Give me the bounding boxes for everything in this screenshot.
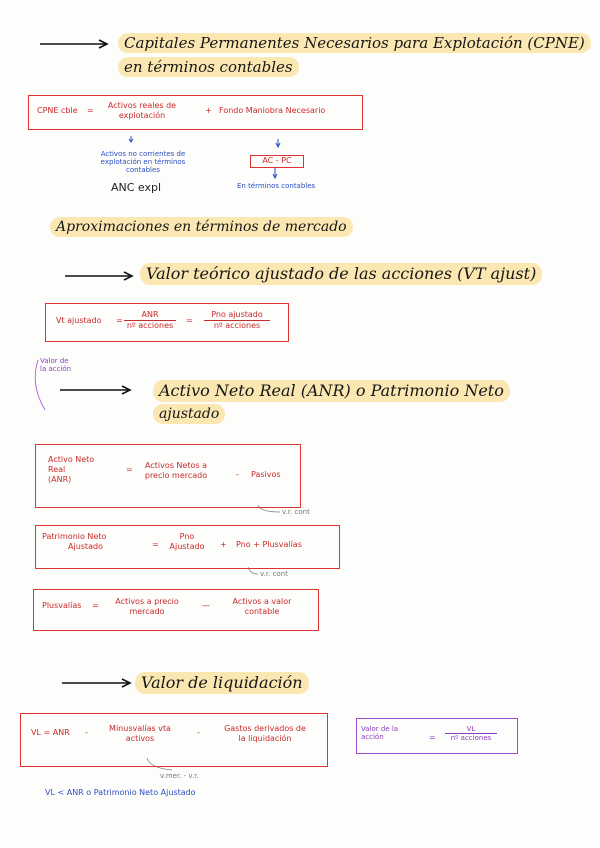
anr-box2-lhs-line2: Ajustado	[68, 542, 103, 551]
liq-term1-line1: Minusvalías vta	[109, 724, 171, 733]
anr-box1-term1-line1: Activos Netos a	[145, 461, 207, 470]
anr-box3-minus: —	[202, 601, 210, 610]
cpne-lhs: CPNE cble	[37, 106, 78, 115]
vt-side-note-line2: la acción	[40, 365, 72, 373]
anr-box2-term1-line2: Ajustado	[169, 542, 205, 551]
liq-footer: VL < ANR o Patrimonio Neto Ajustado	[45, 788, 196, 797]
liq-pbox-fraction	[445, 725, 497, 742]
vt-eq2: =	[186, 316, 193, 325]
anr-box3-term2-line1: Activos a valor	[232, 597, 292, 606]
cpne-note1	[88, 150, 198, 174]
anr-title-line1: Activo Neto Real (ANR) o Patrimonio Neto	[153, 380, 510, 402]
anr-box2-plus: +	[220, 540, 227, 549]
vt-den2: nº acciones	[213, 321, 261, 330]
liq-pbox-lhs-line1: Valor de la	[361, 725, 399, 733]
anr-box1-term1	[136, 461, 216, 481]
cpne-plus: +	[205, 106, 212, 115]
liq-formula-box	[20, 713, 328, 767]
anr-box2-note: v.r. cont	[260, 570, 288, 578]
liq-term2-line2: la liquidación	[238, 734, 292, 743]
anr-title-line2: ajustado	[153, 404, 225, 424]
cpne-formula-box	[28, 95, 363, 130]
liq-term1	[91, 724, 189, 744]
cpne-title-line1: Capitales Permanentes Necesarios para Explotación (CPNE)	[118, 33, 591, 53]
liq-lhs: VL = ANR	[31, 728, 70, 737]
vt-fraction1	[124, 310, 176, 331]
liq-term2	[211, 724, 319, 744]
cpne-note2: En términos contables	[237, 182, 316, 190]
aprox-title: Aproximaciones en términos de mercado	[50, 217, 353, 237]
anr-box1-note: v.r. cont	[282, 508, 310, 516]
anr-box3-term1	[102, 597, 192, 617]
anr-box1-lhs	[48, 455, 94, 485]
vt-lhs: Vt ajustado	[56, 316, 102, 325]
anr-box1-term1-line2: precio mercado	[144, 471, 208, 480]
anr-box1-minus: -	[236, 470, 239, 479]
vt-side-note	[40, 357, 71, 373]
anr-box3-lhs: Plusvalías	[42, 601, 82, 610]
cpne-eq: =	[87, 106, 94, 115]
anr-box3-eq: =	[92, 601, 99, 610]
liq-minus2: -	[197, 728, 200, 737]
anr-box1-eq: =	[126, 465, 133, 474]
vt-num1: ANR	[124, 310, 176, 321]
vt-den1: nº acciones	[126, 321, 174, 330]
liq-pbox-num: VL	[445, 725, 497, 734]
vt-num2: Pno ajustado	[204, 310, 270, 321]
anr-box2-lhs	[42, 532, 106, 552]
vt-eq1: =	[116, 316, 123, 325]
liq-term1-line2: activos	[125, 734, 155, 743]
liq-pbox-eq: =	[429, 733, 436, 742]
liq-term2-line1: Gastos derivados de	[224, 724, 306, 733]
cpne-title-line2: en términos contables	[118, 57, 299, 77]
anr-box1	[35, 444, 301, 508]
liq-minus1: -	[85, 728, 88, 737]
cpne-term2: Fondo Maniobra Necesario	[219, 106, 326, 115]
liq-title: Valor de liquidación	[135, 672, 309, 694]
anr-box3-term1-line2: mercado	[129, 607, 165, 616]
anr-box3-term2	[220, 597, 304, 617]
vt-fraction2	[204, 310, 270, 331]
anr-box2-term1-line1: Pno	[179, 532, 195, 541]
anr-box2-term2: Pno + Plusvalías	[236, 540, 302, 549]
cpne-term1: Activos reales de explotación	[107, 101, 177, 120]
liq-share-value-box	[356, 718, 518, 754]
anr-box2	[35, 525, 340, 569]
cpne-acpc-box: AC - PC	[250, 155, 304, 168]
cpne-note1-line3: contables	[126, 166, 160, 174]
liq-pbox-den: nº acciones	[450, 734, 492, 742]
vt-title: Valor teórico ajustado de las acciones (VT ajust)	[140, 263, 542, 285]
anr-box3-term1-line1: Activos a precio	[115, 597, 179, 606]
vt-side-note-line1: Valor de	[40, 357, 69, 365]
anr-box2-term1	[164, 532, 210, 552]
anr-box1-lhs-line1: Activo Neto	[48, 455, 95, 464]
liq-pbox-lhs-line2: acción	[361, 733, 384, 741]
anr-box3-term2-line2: contable	[244, 607, 280, 616]
anr-box1-term2: Pasivos	[251, 470, 281, 479]
liq-note: v.mer. - v.r.	[160, 772, 199, 780]
vt-formula-box	[45, 303, 289, 342]
anr-box3	[33, 589, 319, 631]
anr-box2-lhs-line1: Patrimonio Neto	[42, 532, 107, 541]
cpne-note1-line1: Activos no corrientes de	[100, 150, 186, 158]
anr-box1-lhs-line3: (ANR)	[48, 475, 72, 484]
cpne-note1-line2: explotación en términos	[100, 158, 186, 166]
liq-pbox-lhs	[361, 725, 398, 741]
cpne-anc-label: ANC expl	[111, 181, 162, 194]
anr-box2-eq: =	[152, 540, 159, 549]
anr-box1-lhs-line2: Real	[48, 465, 66, 474]
